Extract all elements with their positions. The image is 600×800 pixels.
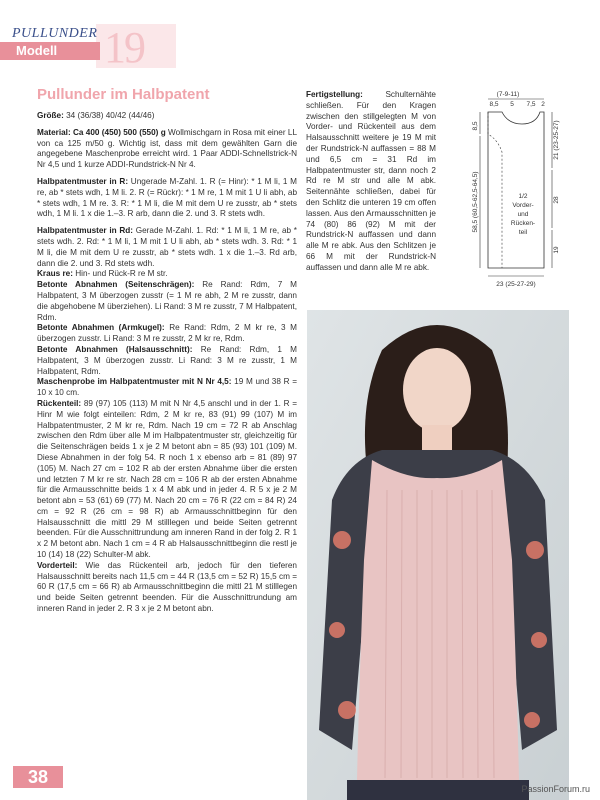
paragraph-pattern-rounds xyxy=(37,226,297,269)
paragraph-text: 89 (97) 105 (113) M mit N Nr 4,5 anschl und in der 1. R = Hinr M wie folgt einteilen: Rdm, 2 M kr re, 83 (91) 99 (107) M im Halbpatentmuster, 2 M kr re, Rdm. Nach 19 cm = 72 R ab Anschlag zwischen den Rdm über alle M im Halbpatentmuster str, gleichzeitig für die Seitenschrägen beids 1 x je 2 M betont abn = 85 (93) 101 (109) M. Diese Abnahmen in der folg 54. R noch 1 x ebenso arb = 81 (89) 97 (105) M. Nach 27 cm = 102 R ab der ersten Abnahme über die ersten und letzten 7 M kr re str. Nach 28 cm = 106 R ab der ersten Abnahme für die Armausschnitte beids 1 x 4 M abk und in jeder 4. R 5 x je 2 M betont abn = 53 (61) 69 (77) M. Nach 20 cm = 76 R (22 cm = 84 R) 24 cm = 92 R (26 cm = 98 R) ab Armausschnittbeginn für den Halsausschnitt die mittl 29 M stilllegen und beide Seiten getrennt beenden. Für die Ausschnittrundung am inneren Rand in der folg 2. R 1 x 2 M betont abn. Nach 1 cm = 4 R ab Halsausschnittbeginn die restl je 10 (14) 18 (22) Schulter-M abk. xyxy=(37,398,297,560)
paragraph-lead: Fertigstellung: xyxy=(306,90,363,99)
model-label: Modell xyxy=(16,43,58,58)
paragraph-lead: Vorderteil: xyxy=(37,560,78,570)
paragraph-back xyxy=(37,399,297,561)
paragraph-gauge xyxy=(37,377,297,399)
schematic-top-part-1: 8,5 xyxy=(489,101,499,108)
paragraph-text: Wollmischgarn in Rosa mit einer LL von ca 125 m/50 g. Wichtig ist, dass mit dem gewählten Garn die angegebene Maschenprobe erreicht wird. 1 Paar ADDI-Schnellstrick-N Nr 4,5 und 1 kurze ADDI-Rundstrick-N Nr 4. xyxy=(37,127,297,170)
schematic-top-part-2: 5 xyxy=(510,101,514,108)
paragraph-lead: Maschenprobe im Halbpatentmuster mit N Nr 4,5: xyxy=(37,377,232,387)
instructions-column-2 xyxy=(306,90,436,280)
schematic-right-mid: 28 xyxy=(553,196,560,204)
schematic-top-part-4: 2 xyxy=(541,101,545,108)
schematic-bottom: 23 (25-27-29) xyxy=(496,281,536,288)
schematic-top-part-3: 7,5 xyxy=(526,101,536,108)
paragraph-text: Hin- und Rück-R re M str. xyxy=(72,269,168,279)
schematic-left-total: 58,5 (60,5-62,5-64,5) xyxy=(472,171,479,233)
paragraph-text: Re Rand: Rdm, 1 M Halbpatent, 3 M überzogen zusstr. Li Rand: 3 M re zusstr, 1 M Halbpatent, Rdm. xyxy=(37,344,298,376)
paragraph-lead: Betonte Abnahmen (Seitenschrägen): xyxy=(37,280,195,290)
schematic-center-label-4: Rücken- xyxy=(510,220,536,227)
paragraph-decrease-sides xyxy=(37,280,297,323)
paragraph-lead: Halbpatentmuster in Rd: xyxy=(37,226,134,236)
model-header xyxy=(0,23,175,72)
paragraph-finishing xyxy=(306,90,436,274)
neck xyxy=(422,425,452,453)
face xyxy=(403,348,471,432)
schematic-center-label-1: 1/2 xyxy=(518,193,528,200)
pattern-title: Pullunder im Halbpatent xyxy=(37,86,210,103)
paragraph-text: Gerade M-Zahl. 1. Rd: * 1 M li, 1 M re, ab * stets wdh. 2. Rd: * 1 M li, 1 M mit 1 U li abh, ab * stets wdh. 3. Rd: * 1 M li, die M mit dem U re zusstr, ab * stets wdh. 1 x die 1.–3. Rd arb, dann die 2. und 3. Rd stets wdh. xyxy=(37,226,297,268)
paragraph-text: Ungerade M-Zahl. 1. R (= Hinr): * 1 M li, 1 M re, ab * stets wdh, 1 M li. 2. R (= Rückr): * 1 M re, 1 M mit 1 U li abh, ab * stets wdh, 1 M re. 3. R: * 1 M li, die M mit dem U re zusstr, ab * stets wdh, 1 M li. 1 x die 1.–3. R arb, dann die 2. und 3. R stets wdh. xyxy=(37,176,297,219)
paragraph-lead: Betonte Abnahmen (Halsausschnitt): xyxy=(37,344,193,354)
skirt xyxy=(347,780,529,800)
garment-schematic xyxy=(440,88,580,298)
paragraph-lead: Rückenteil: xyxy=(37,398,82,408)
paragraph-garter xyxy=(37,269,297,280)
schematic-right-upper: 21 (23-25-27) xyxy=(553,120,560,160)
paragraph-text: Wie das Rückenteil arb, jedoch für den tieferen Halsausschnitt bereits nach 11,5 cm = 44 R (13,5 cm = 52 R) 15,5 cm = 60 R (17,5 cm = 66 R) ab Armausschnittbeginn die mittl 21 M stilllegen und beide Seiten getrennt beenden. Für die Ausschnittrundung am inneren Rand in jeder 2. R 3 x je 2 M betont abn. xyxy=(37,560,297,614)
paragraph-text: Re Rand: Rdm, 2 M kr re, 3 M überzogen zusstr. Li Rand: 3 M re zusstr, 2 M kr re, Rdm. xyxy=(37,323,297,344)
knitted-vest xyxy=(357,460,519,780)
paragraph-decrease-neck xyxy=(37,345,297,377)
paragraph-text: 34 (36/38) 40/42 (44/46) xyxy=(63,111,155,120)
paragraph-text: 19 M und 38 R = 10 x 10 cm. xyxy=(37,377,297,398)
instructions-column-1 xyxy=(37,111,297,615)
schematic-center-label-5: teil xyxy=(518,229,528,236)
schematic-right-low: 19 xyxy=(553,246,560,254)
paragraph-material xyxy=(37,128,297,171)
paragraph-pattern-rows xyxy=(37,177,297,220)
page-number: 38 xyxy=(13,766,63,788)
paragraph-size xyxy=(37,111,297,122)
paragraph-lead: Material: Ca 400 (450) 500 (550) g xyxy=(37,127,166,137)
paragraph-decrease-armhole xyxy=(37,323,297,345)
schematic-center-label-2: Vorder- xyxy=(512,202,534,209)
model-photo xyxy=(307,310,569,800)
paragraph-lead: Größe: xyxy=(37,111,64,120)
paragraph-front xyxy=(37,561,297,615)
schematic-top-total: (7-9-11) xyxy=(496,91,520,98)
paragraph-text: Re Rand: Rdm, 7 M Halbpatent, 3 M überzogen zusstr (= 1 M re abh, 2 M re zusstr, dann die abgehobene M überziehen). Li Rand: 3 M re zusstr, 7 M Halbpatent, Rdm. xyxy=(37,280,298,322)
paragraph-lead: Halbpatentmuster in R: xyxy=(37,176,129,186)
category-label: PULLUNDER xyxy=(12,26,98,41)
model-number: 19 xyxy=(104,23,144,72)
watermark-footer: PassionForum.ru xyxy=(521,784,590,794)
schematic-body-outline xyxy=(488,112,544,268)
paragraph-text: Schulternähte schließen. Für den Kragen zwischen den stillgelegten M von Vorder- und Rückenteil aus dem Halsausschnitt weitere je 19 M mit der Rundstrick-N auffassen = 88 M und 6,5 cm = 31 Rd im Halbpatentmuster str, dann noch 2 Rd re M str und alle M abk. Seitennähte schließen, dabei für den Schlitz die unteren 19 cm offen lassen. Aus den Armausschnitten je 74 (80) 86 (92) M mit der Rundstrick-N auffassen und dann alle M re abk. Aus den Schlitzen je 66 M mit der Rundstrick-N auffassen und dann alle M re abk. xyxy=(306,90,436,272)
paragraph-lead: Kraus re: xyxy=(37,269,73,279)
paragraph-lead: Betonte Abnahmen (Armkugel): xyxy=(37,323,165,333)
schematic-left-top: 8,5 xyxy=(472,121,479,131)
schematic-center-label-3: und xyxy=(517,211,529,218)
